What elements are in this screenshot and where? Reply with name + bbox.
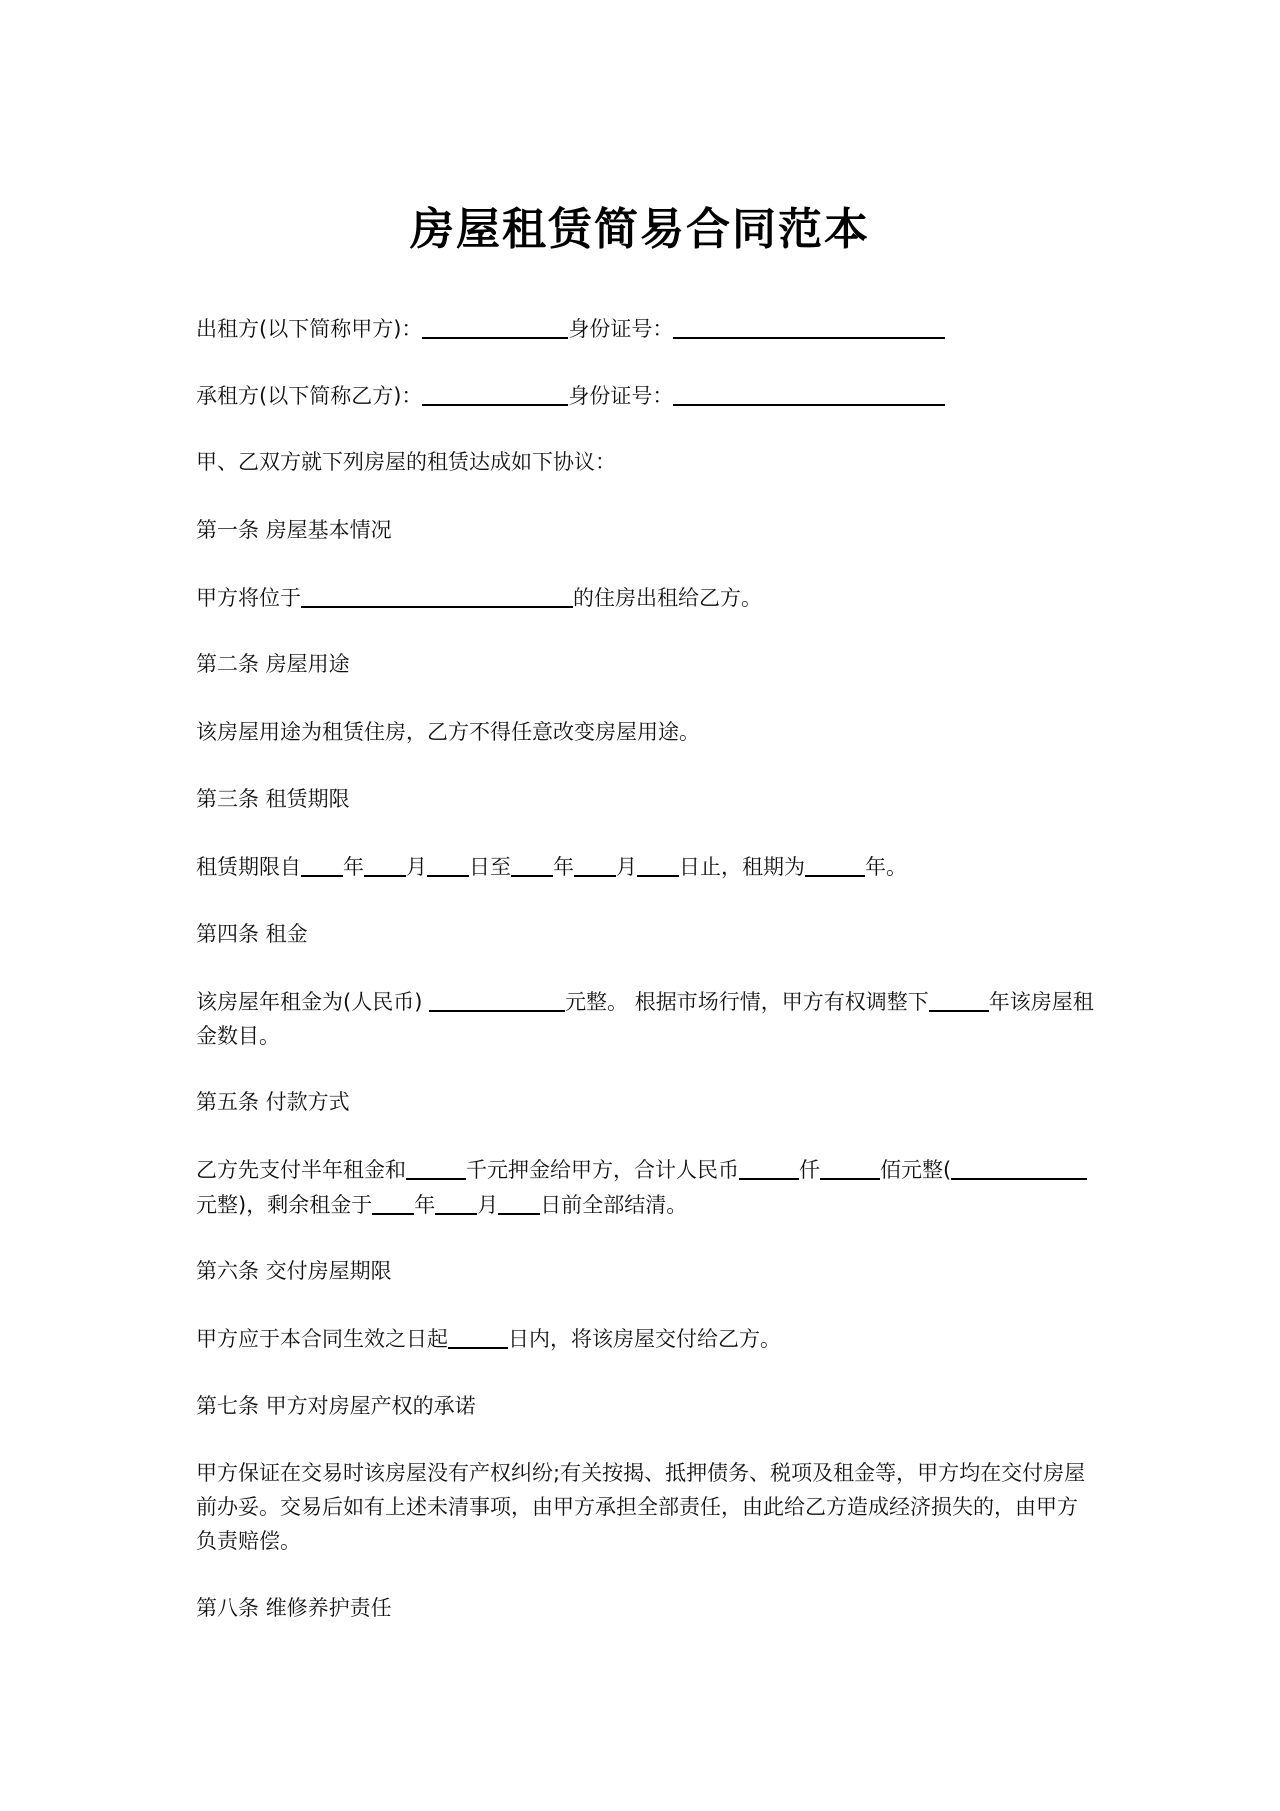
end-year-blank[interactable]: [511, 849, 553, 877]
total-amount-blank[interactable]: [951, 1152, 1087, 1180]
article7-text: 甲方保证在交易时该房屋没有产权纠纷;有关按揭、抵押债务、税项及租金等，甲方均在交付房屋前办妥。交易后如有上述未清事项，由甲方承担全部责任，由此给乙方造成经济损失的，由甲方负责赔偿。: [196, 1461, 1086, 1553]
article1-text-before: 甲方将位于: [196, 586, 301, 610]
lessor-id-blank[interactable]: [673, 311, 945, 339]
lessee-name-blank[interactable]: [422, 378, 568, 406]
lessor-line: [196, 311, 1096, 346]
delivery-days-blank[interactable]: [448, 1321, 508, 1349]
lessor-id-label: 身份证号：: [568, 317, 674, 341]
settle-month-blank[interactable]: [435, 1187, 477, 1215]
article5-heading: 第五条 付款方式: [196, 1090, 350, 1114]
rent-label: 该房屋年租金为(人民币): [196, 990, 430, 1014]
article6-text: [196, 1321, 1096, 1356]
article7-heading: 第七条 甲方对房屋产权的承诺: [196, 1394, 476, 1418]
lease-term-blank[interactable]: [805, 849, 865, 877]
thousands-blank[interactable]: [739, 1152, 799, 1180]
lessor-name-blank[interactable]: [422, 311, 568, 339]
rent-adjust-end: 年该房屋租金数目。: [196, 990, 1094, 1048]
day-end-label: 日止，租期为: [679, 855, 805, 879]
start-day-blank[interactable]: [427, 849, 469, 877]
article2-heading: 第二条 房屋用途: [196, 652, 350, 676]
lessee-line: [196, 378, 1096, 413]
article2-text: 该房屋用途为租赁住房，乙方不得任意改变房屋用途。: [196, 720, 700, 744]
hundreds-blank[interactable]: [820, 1152, 880, 1180]
article1-heading: 第一条 房屋基本情况: [196, 518, 392, 542]
article1-text: [196, 580, 1096, 615]
payment-text-5: 元整)，剩余租金于: [196, 1193, 373, 1217]
month-label: 月: [406, 855, 427, 879]
intro-text: 甲、乙双方就下列房屋的租赁达成如下协议：: [196, 450, 616, 474]
start-month-blank[interactable]: [364, 849, 406, 877]
article4-text: [196, 984, 1096, 1053]
year-label: 年: [553, 855, 574, 879]
rent-adjust-text: 元整。 根据市场行情，甲方有权调整下: [565, 990, 929, 1014]
article3-heading: 第三条 租赁期限: [196, 787, 350, 811]
lessee-id-blank[interactable]: [673, 378, 945, 406]
article1-text-after: 的住房出租给乙方。: [573, 586, 762, 610]
payment-text-2: 千元押金给甲方，合计人民币: [466, 1158, 739, 1182]
payment-text-3: 仟: [799, 1158, 820, 1182]
end-month-blank[interactable]: [574, 849, 616, 877]
end-day-blank[interactable]: [637, 849, 679, 877]
payment-text-7: 月: [477, 1193, 499, 1217]
day-to-label: 日至: [469, 855, 511, 879]
adjust-year-blank[interactable]: [929, 984, 989, 1012]
delivery-text-1: 甲方应于本合同生效之日起: [196, 1327, 448, 1351]
settle-year-blank[interactable]: [372, 1187, 414, 1215]
delivery-text-2: 日内，将该房屋交付给乙方。: [508, 1327, 781, 1351]
lease-start-label: 租赁期限自: [196, 855, 301, 879]
document-title: 房屋租赁简易合同范本: [410, 204, 870, 255]
year-label: 年: [343, 855, 364, 879]
article4-heading: 第四条 租金: [196, 922, 308, 946]
article3-text: [196, 849, 1096, 884]
payment-text-8: 日前全部结清。: [540, 1193, 688, 1217]
payment-text-4: 佰元整(: [880, 1158, 952, 1182]
payment-text-1: 乙方先支付半年租金和: [196, 1158, 406, 1182]
settle-day-blank[interactable]: [498, 1187, 540, 1215]
lessor-label: 出租方(以下简称甲方)：: [196, 317, 423, 341]
deposit-blank[interactable]: [406, 1152, 466, 1180]
month-label: 月: [616, 855, 637, 879]
article8-heading: 第八条 维修养护责任: [196, 1596, 392, 1620]
article6-heading: 第六条 交付房屋期限: [196, 1259, 392, 1283]
annual-rent-blank[interactable]: [429, 984, 565, 1012]
property-address-blank[interactable]: [301, 580, 573, 608]
payment-text-6: 年: [414, 1193, 436, 1217]
lessee-label: 承租方(以下简称乙方)：: [196, 384, 423, 408]
lessee-id-label: 身份证号：: [568, 384, 674, 408]
lease-term-unit: 年。: [865, 855, 907, 879]
article5-text: [196, 1152, 1096, 1222]
start-year-blank[interactable]: [301, 849, 343, 877]
